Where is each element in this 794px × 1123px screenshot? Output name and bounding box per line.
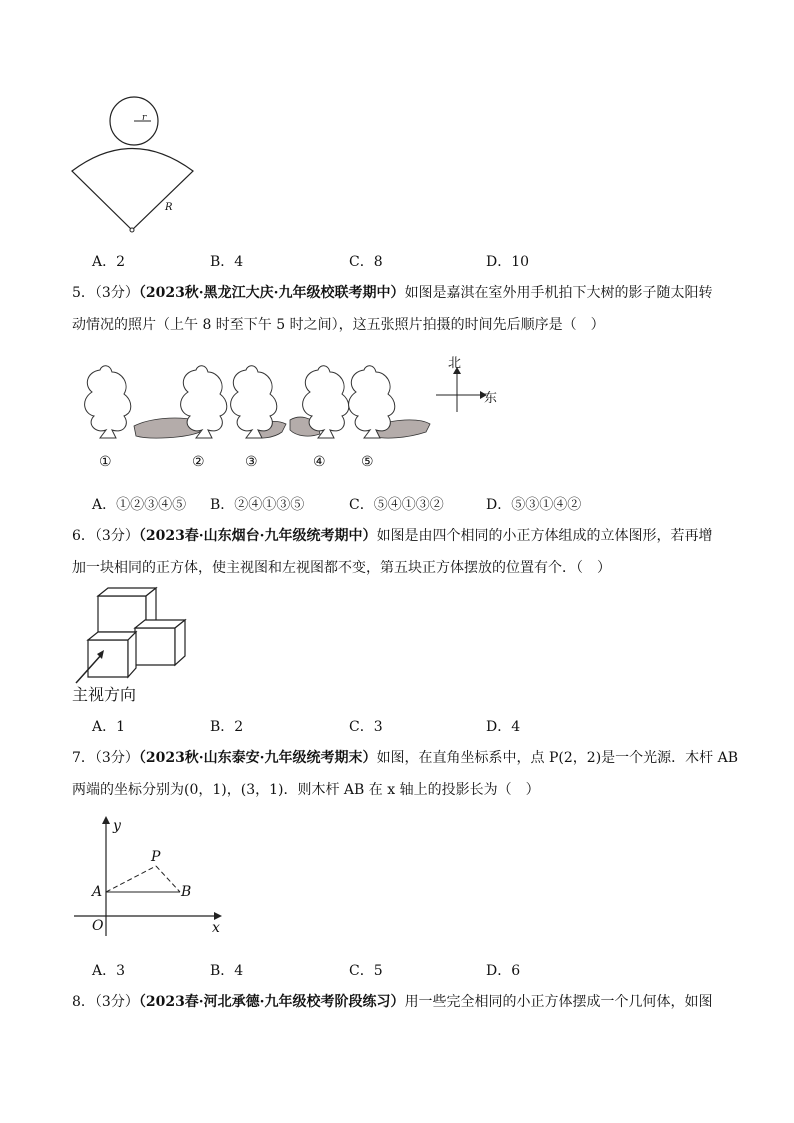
view-direction-caption: 主视方向 — [72, 685, 137, 704]
photo-label-4: ④ — [313, 454, 326, 470]
q5-source: （2023秋·黑龙江大庆·九年级校联考期中） — [138, 285, 405, 301]
q5-number: 5． — [72, 285, 95, 301]
q6-score: （3分） — [94, 528, 139, 544]
compass-east-label: 东 — [484, 391, 498, 406]
q6-number: 6． — [72, 528, 95, 544]
q5-score: （3分） — [94, 285, 139, 301]
q6-text1: 如图是由四个相同的小正方体组成的立体图形，若再增 — [376, 528, 713, 544]
q6-option-c[interactable]: C．3 — [349, 719, 383, 735]
photo-label-1: ① — [99, 454, 112, 470]
q8-source: （2023春·河北承德·九年级校考阶段练习） — [138, 994, 405, 1010]
q5-text1: 如图是嘉淇在室外用手机拍下大树的影子随太阳转 — [404, 285, 713, 301]
photo-label-5: ⑤ — [361, 454, 374, 470]
q6-option-d[interactable]: D．4 — [486, 719, 521, 735]
q8-score: （3分） — [94, 994, 139, 1010]
label-r: r — [142, 113, 147, 123]
label-P: P — [151, 849, 161, 865]
q4-option-c[interactable]: C．8 — [349, 254, 383, 270]
q5-option-d[interactable]: D．⑤③①④② — [486, 497, 582, 513]
q6-option-b[interactable]: B．2 — [210, 719, 244, 735]
label-R: R — [165, 202, 173, 213]
label-x: x — [212, 920, 220, 936]
q7-option-d[interactable]: D．6 — [486, 963, 521, 979]
q8-stem-line1 — [72, 992, 732, 1012]
q8-text1: 用一些完全相同的小正方体摆成一个几何体，如图 — [404, 994, 713, 1010]
label-B: B — [181, 884, 192, 900]
q7-option-a[interactable]: A．3 — [92, 963, 126, 979]
label-O: O — [92, 918, 104, 934]
q6-option-a[interactable]: A．1 — [92, 719, 126, 735]
q8-number: 8． — [72, 994, 95, 1010]
q7-option-c[interactable]: C．5 — [349, 963, 383, 979]
q5-stem-line2: 动情况的照片（上午 8 时至下午 5 时之间），这五张照片拍摄的时间先后顺序是（ ） — [72, 317, 605, 333]
q7-score: （3分） — [94, 750, 139, 766]
label-A: A — [92, 884, 103, 900]
dash-PA — [106, 866, 156, 892]
q4-option-a[interactable]: A．2 — [92, 254, 126, 270]
q6-source: （2023春·山东烟台·九年级统考期中） — [138, 528, 377, 544]
q4-option-d[interactable]: D．10 — [486, 254, 530, 270]
compass-north-label: 北 — [448, 356, 462, 371]
q7-stem-line2: 两端的坐标分别为(0，1)，(3，1)．则木杆 AB 在 x 轴上的投影长为（ ） — [72, 782, 540, 798]
q7-number: 7． — [72, 750, 95, 766]
q7-source: （2023秋·山东泰安·九年级统考期末） — [138, 750, 377, 766]
dash-PB — [156, 866, 180, 892]
q4-option-b[interactable]: B．4 — [210, 254, 244, 270]
q5-option-a[interactable]: A．①②③④⑤ — [92, 497, 187, 513]
photo-label-2: ② — [192, 454, 205, 470]
q5-option-b[interactable]: B．②④①③⑤ — [210, 497, 305, 513]
photo-label-3: ③ — [245, 454, 258, 470]
q7-option-b[interactable]: B．4 — [210, 963, 244, 979]
q5-option-c[interactable]: C．⑤④①③② — [349, 497, 444, 513]
q6-stem-line2: 加一块相同的正方体，使主视图和左视图都不变，第五块正方体摆放的位置有个．（ ） — [72, 560, 611, 576]
label-y: y — [113, 818, 121, 834]
q7-text1: 如图，在直角坐标系中，点 P(2，2)是一个光源．木杆 AB — [376, 750, 739, 766]
